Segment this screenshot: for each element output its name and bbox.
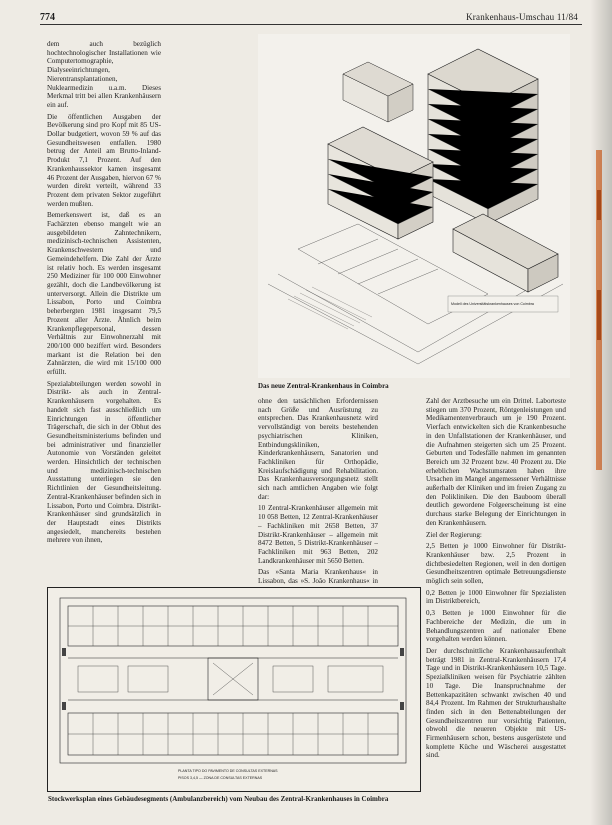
paragraph: Spezialabteilungen werden sowohl in Distrikt- als auch in Zentral-Krankenhäusern vorgehalten. Es handelt sich fast ausschließlich um Einrichtungen in öffentlicher Trägerschaft, die sich in der Obhut des Gesundheitsministeriums befinden und bei administrativer und finanzieller Autonomie von Vorständen geleitet werden. Hinsichtlich der technischen und medizinisch-technischen Ausstattung unterliegen sie den Richtlinien der Gesundheitsleitung. Zentral-Krankenhäuser befinden sich in Lissabon, Porto und Coimbra. Distrikt-Krankenhäuser sind grundsätzlich in der Hauptstadt eines Distrikts angesiedelt, manchereits bestehen mehrere von ihnen, — [47, 379, 161, 545]
paragraph: Bemerkenswert ist, daß es an Fachärzten ebenso mangelt wie an ausgebildeten Zahntechnikern, medizinisch-technischen Assistenten, Krankenschwestern und Gemeindehelfern. Die Zahl der Ärzte ist relativ hoch. Es werden insgesamt 250 Mediziner für 100 000 Einwohner gezählt, doch die Landbevölkerung ist unterversorgt. Allein die Distrikte um Lissabon, Porto und Coimbra beherbergten 1981 insgesamt 79,5 Prozent aller Ärzte. Ähnlich beim Krankenpflegepersonal, dessen Verhältnis zur Einwohnerzahl mit 200/100 000 beziffert wird. Besonders markant ist die Relation bei den Zahnärzten, die wird mit 15/100 000 erfüllt. — [47, 211, 161, 377]
figure-inset-label: Modell des Universitätskrankenhauses von Coimbra — [451, 302, 534, 306]
text-column-3 — [426, 397, 566, 763]
paragraph: Zahl der Arztbesuche um ein Drittel. Laborteste stiegen um 370 Prozent, Röntgenleistungen und Medikamentenverbrauch um je 190 Prozent. Vierfach entwickelten sich die Krankenbesuche in den Unfallstationen der Krankenhäuser, und die Aufnahmen steigerten sich um 25 Prozent. Geburten und Todesfälle nahmen im genannten Bereich um 32 Prozent bzw. 40 Prozent zu. Die erheblichen Wachstumsraten haben ihre Ursachen im Mangel angemessener Verhältnisse außerhalb der Kliniken und im freien Zugang zu den Polikliniken. Die den Bauboom überall deutlich gewordene Folgeerscheinung ist eine durchaus starke Belegung der Einrichtungen in den Krankenhäusern. — [426, 397, 566, 527]
plan-label-2: PISOS 3,4,5 — ZONA DE CONSULTAS EXTERNAS — [178, 776, 263, 780]
floor-plan-drawing — [47, 587, 421, 792]
paragraph: 0,3 Betten je 1000 Einwohner für die Fachbereiche der Medizin, die um in Behandlungszentren auf nationaler Ebene vorgehalten werden können. — [426, 609, 566, 644]
text-column-1 — [47, 40, 161, 548]
page-edge-shadow — [590, 0, 612, 825]
figure-2-caption: Stockwerksplan eines Gebäudesegments (Ambulanzbereich) vom Neubau des Zentral-Krankenhauses in Coimbra — [48, 795, 389, 803]
paragraph: In den letzten 10 Jahren erhöhte sich die — [258, 614, 374, 623]
page-number: 774 — [40, 12, 55, 23]
plan-label-1: PLANTA TIPO DO PAVIMENTO DE CONSULTAS EXTERNAS — [178, 769, 278, 773]
header-rule — [40, 24, 582, 25]
paragraph: 10 Zentral-Krankenhäuser allgemein mit 10 058 Betten, 12 Zentral-Krankenhäuser – Fachkliniken mit 2658 Betten, 37 Distrikt-Krankenhäuser – allgemein mit 8472 Betten, 5 Distrikt-Krankenhäuser – Fachkliniken mit 963 Betten, 202 Landkrankenhäuser mit 5650 Betten. — [258, 504, 378, 565]
paragraph: 2,5 Betten je 1000 Einwohner für Distrikt-Krankenhäuser bzw. 2,5 Prozent in dichtbesiedelten Regionen, weil in den dortigen Gesundheitszentren optimale Betreuungsdienste möglich sein sollen, — [426, 542, 566, 586]
hospital-building-drawing — [258, 34, 570, 378]
paragraph: dem auch bezüglich hochtechnologischer Installationen wie Computertomographie, Dialyseeinrichtungen, Nierentransplantationen, Nuklearmedizin u.a.m. Dieses Merkmal tritt bei allen Krankenhäusern ein auf. — [47, 40, 161, 109]
paragraph: Ziel der Regierung: — [426, 530, 482, 539]
paragraph: Der durchschnittliche Krankenhausaufenthalt beträgt 1981 in Zentral-Krankenhäusern 17,4 Tage und in Distrikt-Krankenhäusern 10,5 Tage. Spezialkliniken weisen für Psychiatrie zählten 10 Tage. Die Inanspruchnahme der Bettenkapazitäten schwankt zwischen 40 und 84,4 Prozent. Im Rahmen der Strukturhaushalte finden sich in den Bettenabteilungen der Gesundheitszentren nur vorsichtig Patienten, obwohl die neueren Objekte mit US-Firmenhäusern schon, bestens ausgerüstete und komplette Küche und Wäscherei ausgestattet sind. — [426, 646, 566, 760]
journal-title: Krankenhaus-Umschau 11/84 — [466, 12, 578, 22]
paragraph: Die öffentlichen Ausgaben der Bevölkerung sind pro Kopf mit 85 US-Dollar budgetiert, wovon 59 % auf das Gesundheitswesen entfallen. 1980 betrug der Anteil am Brutto-Inland-Produkt 7,1 Prozent. Auf den Krankenhaussektor kamen insgesamt 46 Prozent der Ausgaben, hiervon 67 % wurden direkt verteilt, während 33 Prozent dem privaten Sektor zugeführt werden mußten. — [47, 112, 161, 208]
figure-1-caption: Das neue Zentral-Krankenhaus in Coimbra — [258, 382, 389, 390]
paragraph: 0,2 Betten je 1000 Einwohner für Spezialisten im Distriktbereich, — [426, 588, 566, 606]
paragraph: ohne den tatsächlichen Erfordernissen nach Größe und Ausrüstung zu entsprechen. Das Krankenhausnetz wird vervollständigt von bereits bestehenden psychiatrischen Kliniken, Entbindungskliniken, Kinderkrankenhäusern, Sanatorien und Fachkliniken für Orthopädie, Kreislaufschädigung und Rehabilitation. Das Krankenhausversorgungsnetz stellt sich nach amtlichen Angaben wie folgt dar: — [258, 397, 378, 501]
paragraph: Das »Santa Maria Krankenhaus« in Lissabon, das »S. João Krankenhaus« in Porto und die »Krankenhäuser der Universität Coimbra« werden als Akademische Lehrkrankenhäuser geführt. — [258, 568, 378, 612]
